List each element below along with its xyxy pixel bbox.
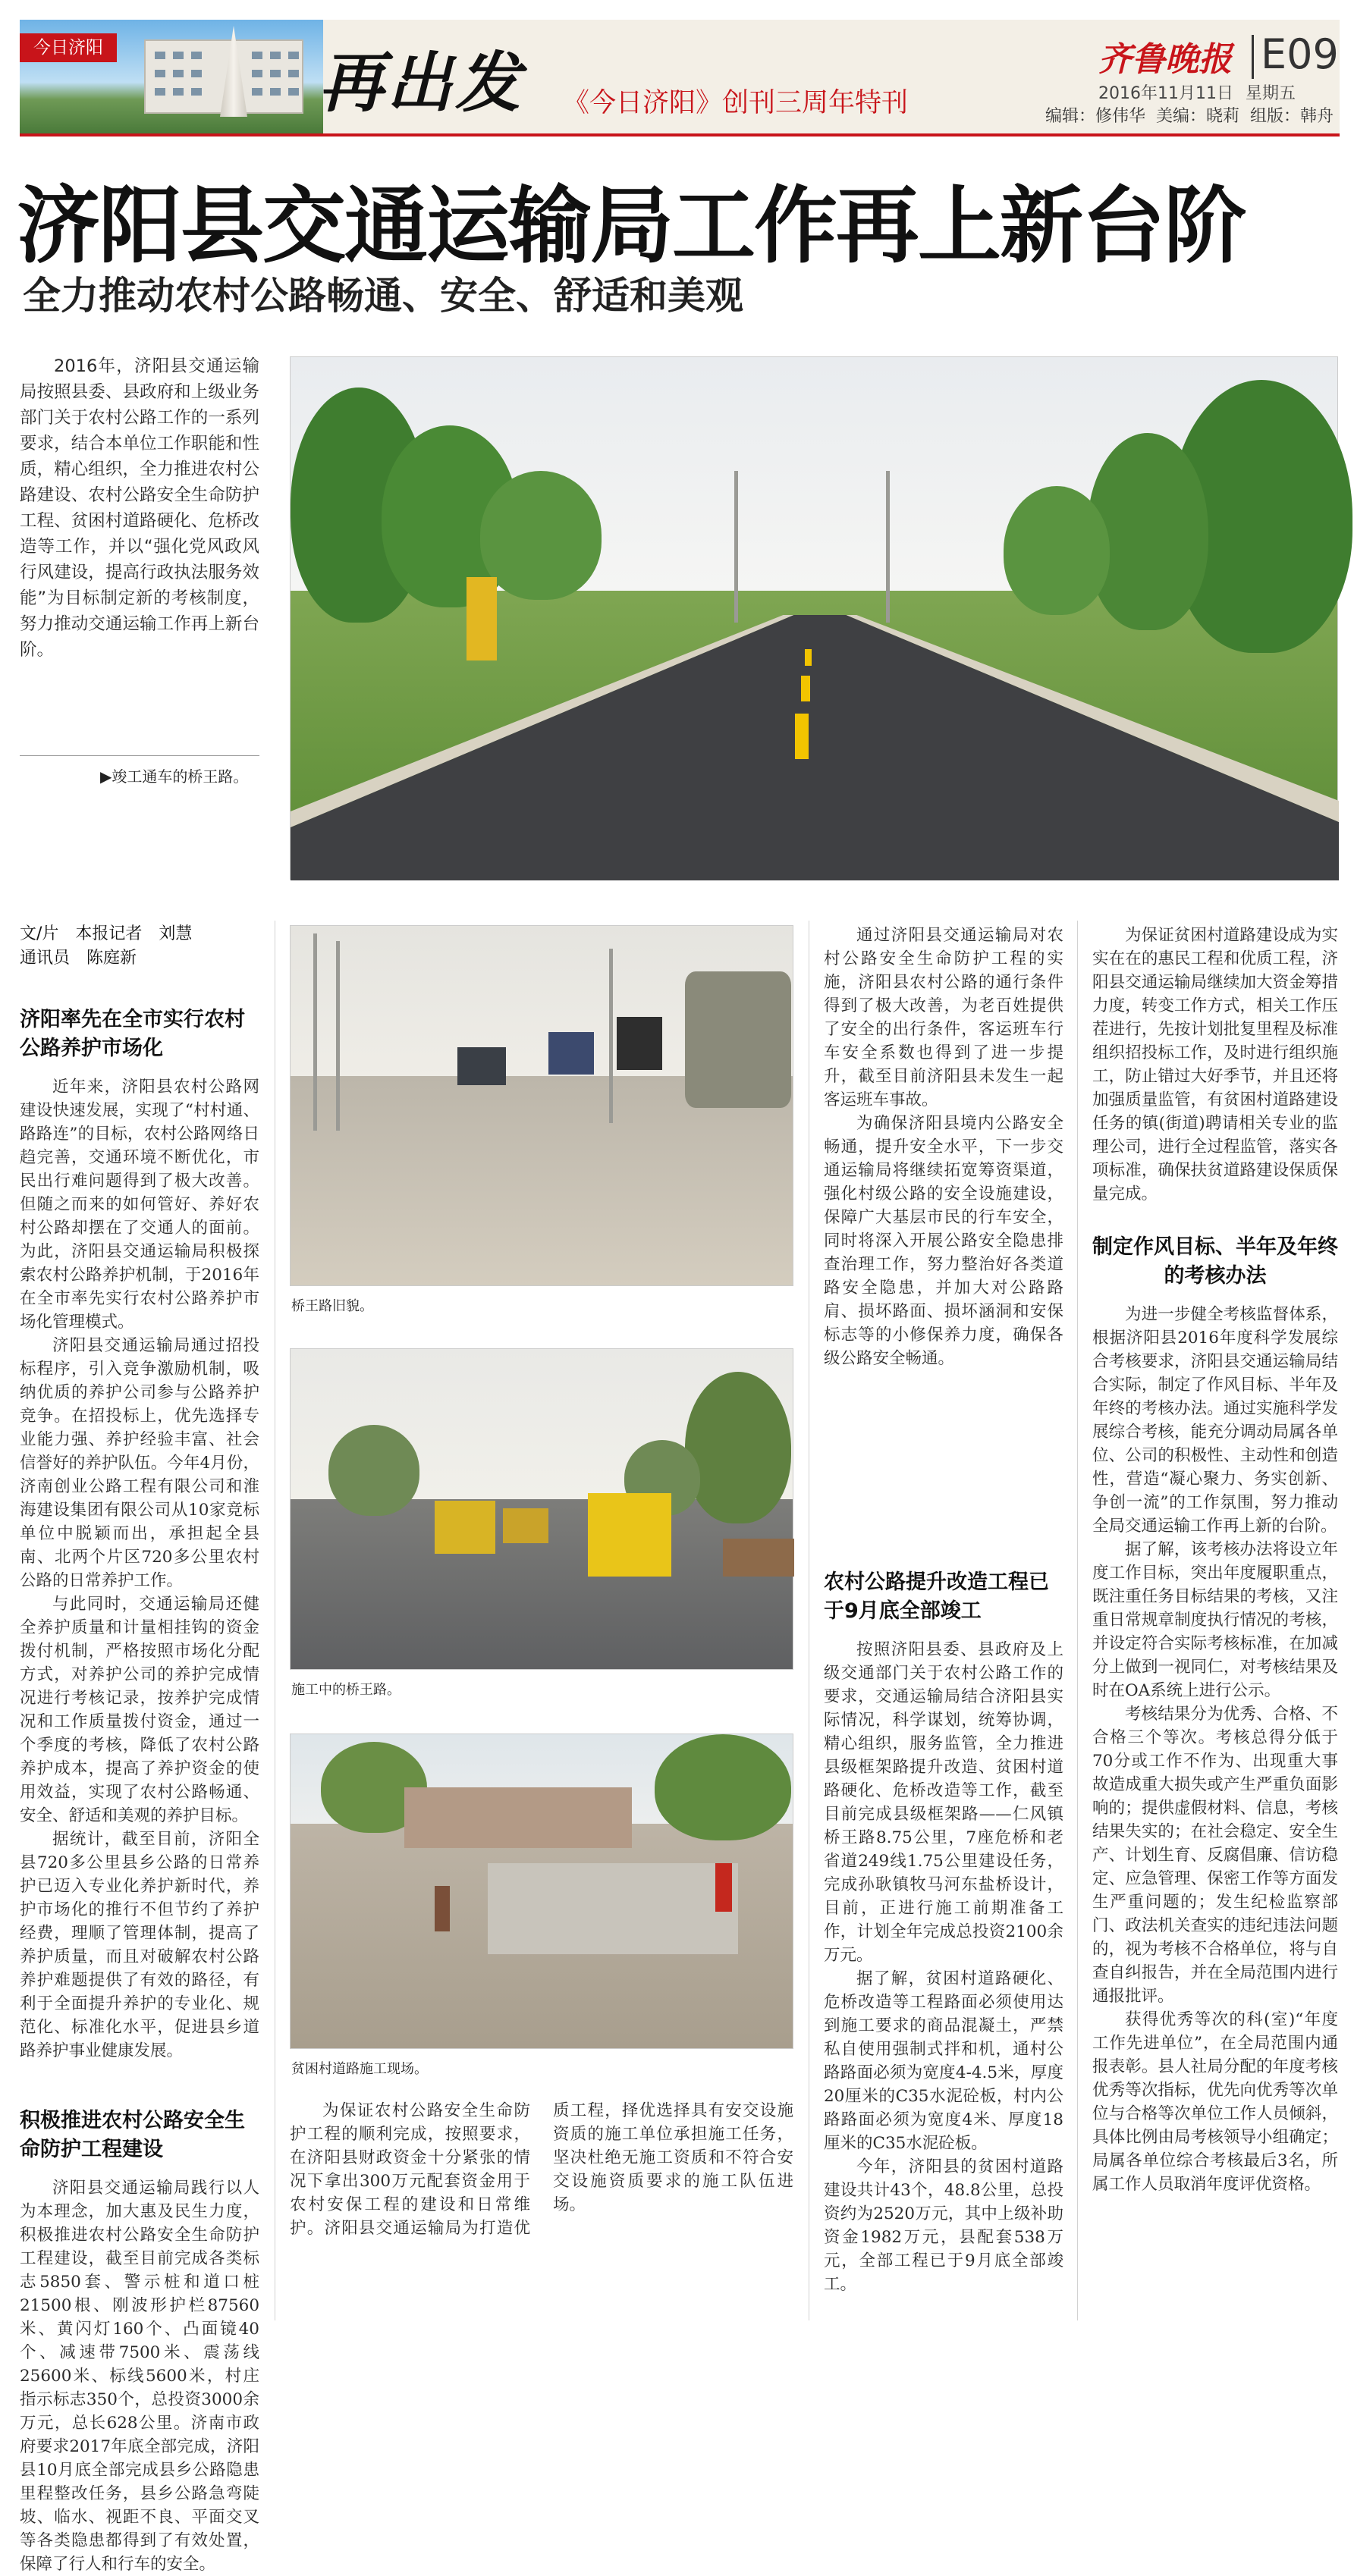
masthead-divider [1252, 35, 1254, 79]
issue-date [1098, 80, 1296, 104]
section-1-body [20, 1075, 259, 2084]
concrete-paver-image [488, 1863, 738, 1954]
main-photo-caption: ▶竣工通车的桥王路。 [100, 767, 249, 786]
paragraph: 济阳县交通运输局践行以人为本理念，加大惠及民生力度，积极推进农村公路安全生命防护工程建设，截至目前完成各类标志5850套、警示桩和道口桩21500根、刚波形护栏87560米、黄闪灯160个、凸面镜40个、减速带7500米、震荡线25600米、标线5600米，村庄指示标志350个，总投资3000余万元，总长628公里。济南市政府要求2017年底全部完成，济阳县10月底全部完成县乡公路隐患里程整改任务，县乡公路急弯陡坡、临水、视距不良、平面交叉等各类隐患都得到了有效处置，保障了行人和行车的安全。 [20, 2179, 259, 2574]
editor-credits [1045, 103, 1334, 127]
paragraph: 按照济阳县委、县政府及上级交通部门关于农村公路工作的要求，交通运输局结合济阳县实际情况，科学谋划，统筹协调，精心组织，服务监管，全力推进县级框架路提升改造、贫困村道路硬化、危桥改造等工作，截至目前完成县级框架路——仁风镇桥王路8.75公里，7座危桥和老省道249线1.75公里建设任务，完成孙耿镇牧马河东盐桥设计，目前，正进行施工前期准备工作，计划全年完成总投资2100余万元。 [824, 1640, 1063, 1965]
layout-credit: 组版：韩舟 [1250, 107, 1334, 126]
construction-caption: 施工中的桥王路。 [291, 1682, 401, 1698]
page-number: E09 [1261, 30, 1339, 78]
section-heading-3: 农村公路提升改造工程已于9月底全部竣工 [824, 1570, 1049, 1623]
section-heading-4: 制定作风目标、半年及年终的考核办法 [1092, 1235, 1338, 1288]
editor-credit: 编辑：修伟华 [1045, 107, 1146, 126]
paragraph: 通过济阳县交通运输局对农村公路安全生命防护工程的实施，济阳县农村公路的通行条件得到了极大改善，为老百姓提供了安全的出行条件，客运班车行车安全系数也得到了进一步提升，截至目前济阳县未发生一起客运班车事故。 [824, 926, 1063, 1109]
paragraph: 为保证农村公路安全生命防护工程的顺利完成，按照要求，在济阳县财政资金十分紧张的情况下拿出300万元配套资金用于农村安保工程的建设和日常维护。济阳县交通运输局为打造优质工程，择优选择具有安交设施资质的施工单位承担施工任务，坚决杜绝无施工资质和不符合安交设施资质要求的施工队伍进场。 [290, 2101, 793, 2238]
paragraph: 近年来，济阳县农村公路网建设快速发展，实现了“村村通、路路连”的目标，农村公路网络日趋完善，交通环境不断优化，市民出行难问题得到了极大改善。但随之而来的如何管好、养好农村公路却摆在了交通人的面前。为此，济阳县交通运输局积极探索农村公路养护机制，于2016年在全市率先实行农村公路养护市场化管理模式。 [20, 1078, 259, 1332]
section-heading-2: 积极推进农村公路安全生命防护工程建设 [20, 2109, 245, 2161]
paragraph: 为保证贫困村道路建设成为实实在在的惠民工程和优质工程，济阳县交通运输局继续加大资金筹措力度，转变工作方式，相关工作压茬进行，先按计划批复里程及标准组织招投标工作，及时进行组织施工，防止错过大好季节，并且还将加强质量监管，有贫困村道路建设任务的镇(街道)聘请相关专业的监理公司，进行全过程监管，落实各项标准，确保扶贫道路建设保质保量完成。 [1092, 926, 1338, 1203]
section-3-body [824, 1638, 1063, 2320]
section-4-body [1092, 1303, 1338, 2320]
tricycle-image [457, 1047, 506, 1085]
article-subtitle: 全力推动农村公路畅通、安全、舒适和美观 [23, 274, 743, 318]
section-tag: 今日济阳 [20, 33, 117, 62]
section-3-more [1092, 924, 1338, 1227]
paragraph: 考核结果分为优秀、合格、不合格三个等次。考核总得分低于70分或工作不作为、出现重大事故造成重大损失或产生严重负面影响的；提供虚假材料、信息，考核结果失实的；在社会稳定、安全生产、计划生育、反腐倡廉、信访稳定、应急管理、保密工作等方面发生严重问题的；发生纪检监察部门、政法机关查实的违纪违法问题的，视为考核不合格单位，将与自查自纠报告，并在全局范围内进行通报批评。 [1092, 1705, 1338, 2006]
village-house-image [404, 1787, 632, 1848]
paragraph: 据了解，该考核办法将设立年度工作目标，突出年度履职重点，既注重任务目标结果的考核，又注重日常规章制度执行情况的考核，并设定符合实际考核标准，在加减分上做到一视同仁，对考核结果及时在OA系统上进行公示。 [1092, 1540, 1338, 1700]
old-road-caption: 桥王路旧貌。 [291, 1298, 373, 1314]
weekday-text: 星期五 [1245, 84, 1296, 103]
section-2-intro [20, 2176, 259, 2574]
completed-road-photo [290, 356, 1338, 880]
section-heading-1: 济阳率先在全市实行农村公路养护市场化 [20, 1008, 245, 1060]
calligraphy-title: 再出发 [319, 45, 523, 121]
roller-image [435, 1501, 495, 1554]
byline [20, 922, 259, 971]
section-2-continued [290, 2099, 793, 2320]
roller-image [503, 1508, 548, 1543]
old-road-photo [290, 925, 793, 1286]
section-2-more [824, 924, 1063, 1561]
lead-paragraph [20, 353, 259, 717]
truck-image [548, 1032, 594, 1075]
road-sign-image [467, 577, 497, 660]
caption-rule [20, 755, 259, 756]
lead-text: 2016年，济阳县交通运输局按照县委、县政府和上级业务部门关于农村公路工作的一系列要求，结合本单位工作职能和性质，精心组织，全力推进农村公路建设、农村公路安全生命防护工程、贫困村道路硬化、危桥改造等工作，并以“强化党风政风行风建设，提高行政执法服务效能”为目标制定新的考核制度，努力推动交通运输工作再上新台阶。 [20, 356, 259, 660]
roller-image [588, 1493, 671, 1577]
art-editor-credit: 美编：晓莉 [1156, 107, 1240, 126]
byline-correspondent: 通讯员 陈庭新 [20, 949, 137, 968]
paragraph: 据统计，截至目前，济阳全县720多公里县乡公路的日常养护已迈入专业化养护新时代，养护市场化的推行不但节约了养护经费，理顺了管理体制，提高了养护质量，而且对破解农村公路养护难题提供了有效的路径，有利于全面提升养护的专业化、规范化、标准化水平，促进县乡道路养护事业健康发展。 [20, 1830, 259, 2060]
masthead-rule [20, 133, 1340, 136]
paragraph: 为进一步健全考核监督体系，根据济阳县2016年度科学发展综合考核要求，济阳县交通运输局结合实际，制定了作风目标、半年及年终的考核办法。通过实施科学发展综合考核，能充分调动局属各单位、公司的积极性、主动性和创造性，营造“凝心聚力、务实创新、争创一流”的工作氛围，努力推动全局交通运输工作再上新的台阶。 [1092, 1305, 1338, 1536]
column-rule [1077, 921, 1078, 2320]
paragraph: 据了解，贫困村道路硬化、危桥改造等工程路面必须使用达到施工要求的商品混凝土，严禁私自使用强制式拌和机，通村公路路面必须为宽度4-4.5米，厚度20厘米的C35水泥砼板，村内公路路面必须为宽度4米、厚度18厘米的C35水泥砼板。 [824, 1969, 1063, 2153]
paragraph: 获得优秀等次的科(室)“年度工作先进单位”，在全局范围内通报表彰。县人社局分配的年度考核优秀等次指标，优先向优秀等次单位与合格等次单位工作人员倾斜，具体比例由局考核领导小组确定；局属各单位综合考核最后3名，所属工作人员取消年度评优资格。 [1092, 2010, 1338, 2194]
paragraph: 与此同时，交通运输局还健全养护质量和计量相挂钩的资金拨付机制，严格按照市场化分配方式，对养护公司的养护完成情况进行考核记录，按养护完成情况和工作质量拨付资金，通过一个季度的考核，降低了农村公路养护成本，提高了养护资金的使用效益，实现了农村公路畅通、安全、舒适和美观的养护目标。 [20, 1595, 259, 1825]
paragraph: 今年，济阳县的贫困村道路建设共计43个，48.8公里，总投资约为2520万元，其中上级补助资金1982万元，县配套538万元，全部工程已于9月底全部竣工。 [824, 2157, 1063, 2294]
newspaper-logo: 齐鲁晚报 [1098, 40, 1232, 79]
truck-image [617, 1017, 662, 1070]
byline-reporter: 文/片 本报记者 刘慧 [20, 924, 193, 943]
article-title: 济阳县交通运输局工作再上新台阶 [17, 177, 1246, 275]
construction-photo [290, 1348, 793, 1670]
village-road-photo [290, 1734, 793, 2049]
worker-group-image [723, 1539, 794, 1577]
paragraph: 济阳县交通运输局通过招投标程序，引入竞争激励机制，吸纳优质的养护公司参与公路养护竞争。在招投标上，优先选择专业能力强、养护经验丰富、社会信誉好的养护队伍。今年4月份，济南创业公路工程有限公司和淮海建设集团有限公司从10家竞标单位中脱颖而出，承担起全县南、北两个片区720多公里农村公路的日常养护工作。 [20, 1336, 259, 1590]
paragraph: 为确保济阳县境内公路安全畅通，提升安全水平，下一步交通运输局将继续拓宽筹资渠道，强化村级公路的安全设施建设，保障广大基层市民的行车安全，同时将深入开展公路安全隐患排查治理工作，努力整治好各类道路安全隐患，并加大对公路路肩、损坏路面、损坏涵洞和安保标志等的小修保养力度，确保各级公路安全畅通。 [824, 1114, 1063, 1368]
date-text: 2016年11月11日 [1098, 84, 1233, 103]
special-issue-title: 《今日济阳》创刊三周年特刊 [563, 88, 909, 118]
village-road-caption: 贫困村道路施工现场。 [291, 2061, 428, 2077]
